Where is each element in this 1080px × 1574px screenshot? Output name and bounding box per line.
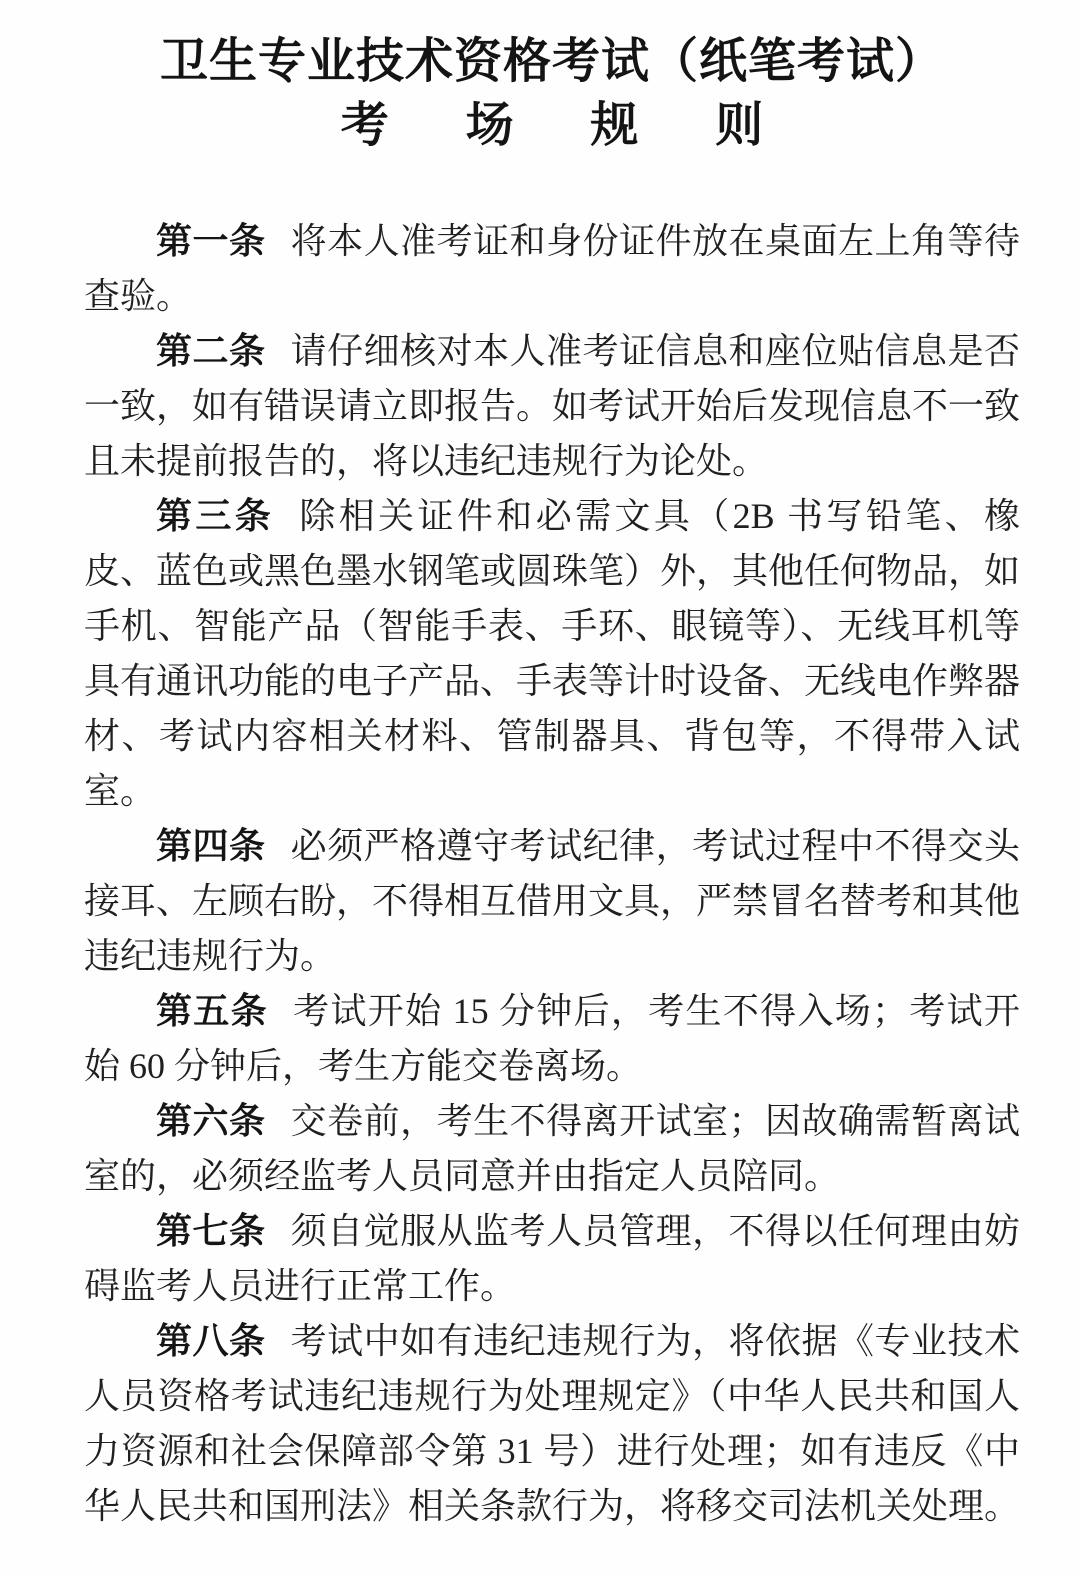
article-2 [84,324,1020,489]
article-4-text: 必须严格遵守考试纪律，考试过程中不得交头接耳、左顾右盼，不得相互借用文具，严禁冒名替考和其他违纪违规行为。 [84,826,1021,976]
article-1-text: 将本人准考证和身份证件放在桌面左上角等待查验。 [84,221,1020,316]
document-body [84,214,1020,1534]
article-7-label: 第七条 [156,1211,266,1251]
article-8-label: 第八条 [156,1321,266,1361]
article-5-text: 考试开始 15 分钟后，考生不得入场；考试开始 60 分钟后，考生方能交卷离场。 [84,991,1020,1086]
article-1-label: 第一条 [156,221,266,261]
article-5 [84,984,1020,1094]
article-6-label: 第六条 [156,1101,266,1141]
article-7 [84,1204,1020,1314]
article-3-text: 除相关证件和必需文具（2B 书写铅笔、橡皮、蓝色或黑色墨水钢笔或圆珠笔）外，其他任何物品，如手机、智能产品（智能手表、手环、眼镜等）、无线耳机等具有通讯功能的电子产品、手表等计时设备、无线电作弊器材、考试内容相关材料、管制器具、背包等，不得带入试室。 [84,496,1021,811]
article-5-label: 第五条 [156,991,268,1031]
article-8-text: 考试中如有违纪违规行为，将依据《专业技术人员资格考试违纪违规行为处理规定》（中华人民共和国人力资源和社会保障部令第 31 号）进行处理；如有违反《中华人民共和国刑法》相关条款行为，将移交司法机关处理。 [84,1321,1021,1526]
article-4-label: 第四条 [156,826,266,866]
article-2-text: 请仔细核对本人准考证信息和座位贴信息是否一致，如有错误请立即报告。如考试开始后发现信息不一致且未提前报告的，将以违纪违规行为论处。 [84,331,1021,481]
article-7-text: 须自觉服从监考人员管理，不得以任何理由妨碍监考人员进行正常工作。 [84,1211,1020,1306]
article-6 [84,1094,1020,1204]
document-subtitle: 考 场 规 则 [340,99,778,152]
article-3 [84,489,1020,819]
article-1 [84,214,1020,324]
article-8 [84,1314,1020,1534]
article-2-label: 第二条 [156,331,266,371]
article-4 [84,819,1020,984]
document-title: 卫生专业技术资格考试（纸笔考试） [159,35,944,88]
article-6-text: 交卷前，考生不得离开试室；因故确需暂离试室的，必须经监考人员同意并由指定人员陪同。 [84,1101,1020,1196]
article-3-label: 第三条 [156,496,275,536]
